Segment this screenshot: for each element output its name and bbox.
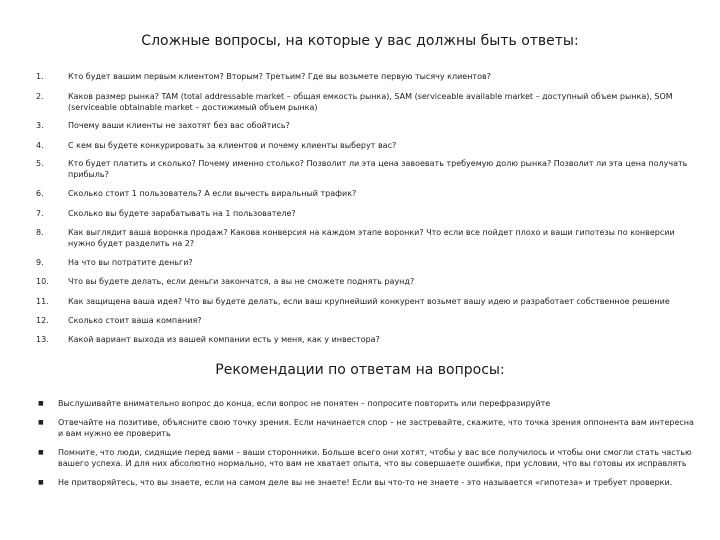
question-text: С кем вы будете конкурировать за клиентов и почему клиенты выберут вас?	[68, 141, 397, 150]
question-text: Почему ваши клиенты не захотят без вас обойтись?	[68, 121, 290, 130]
question-text: Какой вариант выхода из вашей компании есть у меня, как у инвестора?	[68, 335, 380, 344]
question-text: Сколько стоит 1 пользователь? А если вычесть виральный трафик?	[68, 189, 357, 198]
recommendation-item	[36, 398, 696, 409]
question-text: Сколько вы будете зарабатывать на 1 пользователе?	[68, 209, 296, 218]
question-number: 9.	[36, 258, 44, 267]
question-text: Кто будет вашим первым клиентом? Вторым? Третьим? Где вы возьмете первую тысячу клиентов?	[68, 72, 491, 81]
question-number: 8.	[36, 228, 44, 237]
question-item	[36, 208, 696, 219]
question-item	[36, 71, 696, 82]
question-number: 11.	[36, 297, 49, 306]
question-item	[36, 188, 696, 199]
recommendation-item	[36, 447, 696, 469]
question-text: Сколько стоит ваша компания?	[68, 316, 202, 325]
recommendation-text: Отвечайте на позитиве, объясните свою точку зрения. Если начинается спор – не застревайте, скажите, что точка зрения оппонента вам интересна и вам нужно ее проверить	[58, 418, 694, 438]
question-number: 3.	[36, 121, 44, 130]
question-number: 6.	[36, 189, 44, 198]
recommendation-text: Помните, что люди, сидящие перед вами – ваши сторонники. Больше всего они хотят, чтобы у вас все получилось и чтобы они смогли стать частью вашего успеха. И для них абсолютно нормально, что вам не хватает опыта, что вы совершаете ошибки, при условии, что вы готовы их исправлять	[58, 448, 692, 468]
recommendations-list	[36, 398, 696, 488]
question-item	[36, 257, 696, 268]
question-text: На что вы потратите деньги?	[68, 258, 193, 267]
page-title: Сложные вопросы, на которые у вас должны быть ответы:	[141, 33, 579, 49]
question-text: Что вы будете делать, если деньги закончатся, а вы не сможете поднять раунд?	[68, 277, 415, 286]
recommendation-text: Выслушивайте внимательно вопрос до конца, если вопрос не понятен – попросите повторить или перефразируйте	[58, 399, 551, 408]
question-item	[36, 158, 696, 180]
question-item	[36, 296, 696, 307]
question-item	[36, 91, 696, 113]
question-text: Как защищена ваша идея? Что вы будете делать, если ваш крупнейший конкурент возьмет вашу идею и разработает собственное решение	[68, 297, 670, 306]
recommendation-item	[36, 477, 696, 488]
question-text: Как выглядит ваша воронка продаж? Какова конверсия на каждом этапе воронки? Что если все пойдет плохо и ваши гипотезы по конверсии нужно будет разделить на 2?	[68, 228, 675, 248]
square-bullet-icon: ■	[38, 449, 44, 456]
question-item	[36, 120, 696, 131]
question-item	[36, 334, 696, 345]
question-text: Каков размер рынка? TAM (total addressable market – общая емкость рынка), SAM (serviceable available market – доступный объем рынка), SOM (serviceable obtainable market – достижимый объем рынка)	[68, 92, 673, 112]
question-number: 2.	[36, 92, 44, 101]
square-bullet-icon: ■	[38, 400, 44, 407]
question-number: 12.	[36, 316, 49, 325]
question-number: 7.	[36, 209, 44, 218]
recommendation-item	[36, 417, 696, 439]
questions-list	[36, 71, 696, 345]
question-item	[36, 227, 696, 249]
question-number: 5.	[36, 159, 44, 168]
question-number: 13.	[36, 335, 49, 344]
question-number: 4.	[36, 141, 44, 150]
recommendations-title: Рекомендации по ответам на вопросы:	[215, 362, 505, 378]
square-bullet-icon: ■	[38, 479, 44, 486]
question-text: Кто будет платить и сколько? Почему именно столько? Позволит ли эта цена завоевать требуемую долю рынка? Позволит ли эта цена получать прибыль?	[68, 159, 688, 179]
question-number: 10.	[36, 277, 49, 286]
square-bullet-icon: ■	[38, 419, 44, 426]
recommendation-text: Не притворяйтесь, что вы знаете, если на самом деле вы не знаете! Если вы что-то не знаете - это называется «гипотеза» и требует проверки.	[58, 478, 673, 487]
question-number: 1.	[36, 72, 44, 81]
question-item	[36, 276, 696, 287]
question-item	[36, 140, 696, 151]
question-item	[36, 315, 696, 326]
